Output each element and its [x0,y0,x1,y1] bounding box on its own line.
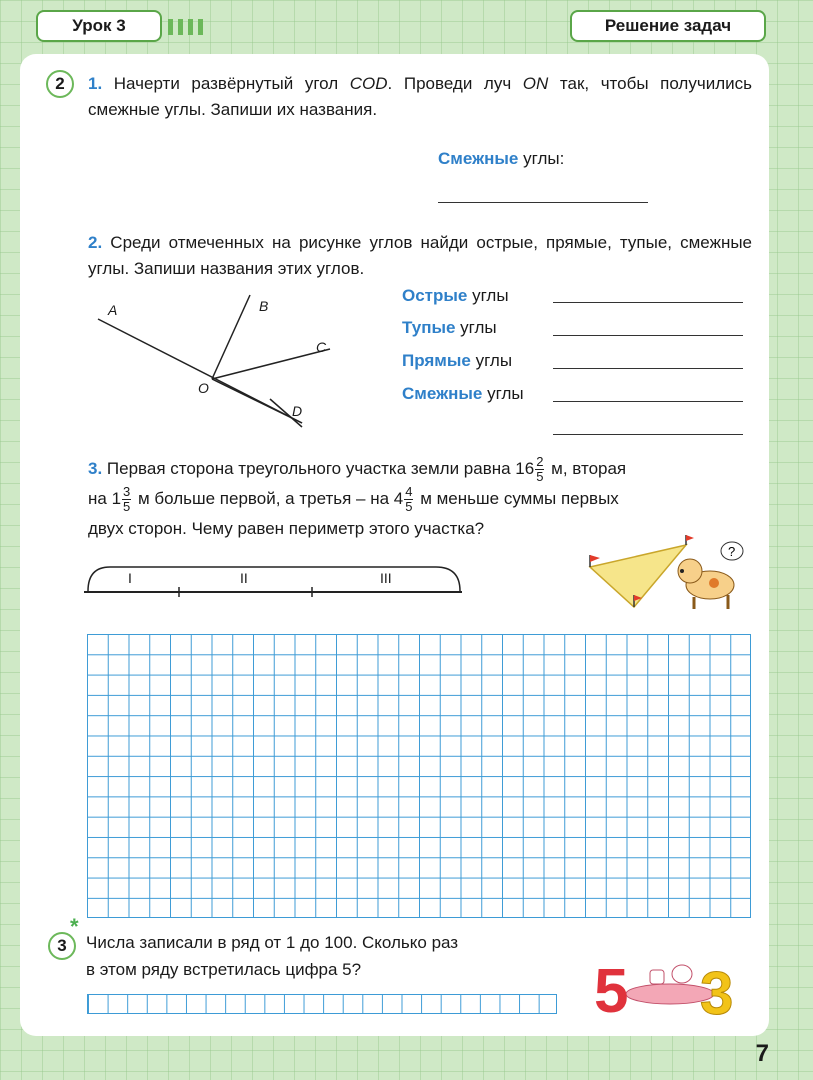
acute-answer-line[interactable] [553,302,743,303]
answer-line-1[interactable] [438,202,648,203]
ray-od [212,379,302,423]
ray-ob [212,295,250,379]
angles-diagram [90,285,350,435]
obtuse-bold: Тупые [402,318,456,337]
task-number: 2 [55,74,65,93]
segment-label-2: II [240,570,248,586]
ex3-l2a: на 1 [88,489,122,509]
topic-tag [570,10,766,42]
teacup-icon [650,970,664,984]
point-o: O [198,380,209,396]
adjacent2-bold: Смежные [402,384,483,403]
right-label [402,348,512,374]
task-3-line-2: в этом ряду встретилась цифра 5? [86,960,362,979]
point-b: B [259,298,269,314]
task-3-line-1: Числа записали в ряд от 1 до 100. Сколько раз [86,933,459,952]
segment-brace [88,567,460,591]
ex3-l3: двух сторон. Чему равен периметр этого участка? [88,519,485,539]
acute-rest: углы [467,286,509,305]
segment-label-1: I [128,570,132,586]
digit-three-icon: 3 [700,960,734,1020]
digits-tea-illustration [592,936,752,1020]
obtuse-label [402,315,497,341]
adjacent-angles-label [438,146,564,172]
topic-label: Решение задач [604,16,732,35]
exercise-2-number: 2. [88,233,103,252]
angle-cod: COD [349,74,388,93]
adjacent2-answer-line[interactable] [553,401,743,402]
point-c: C [316,339,327,355]
adjacent2-answer-line-extra[interactable] [553,434,743,435]
exercise-1-part-b: . Проведи луч [387,74,523,93]
frac2-numerator: 3 [123,484,131,500]
header-stripes [168,19,203,35]
teapot-icon [672,965,692,983]
ray-oc [212,349,330,379]
segment-diagram [84,563,464,597]
fraction-3-5 [122,485,131,514]
acute-bold: Острые [402,286,468,305]
ex3-l2b: м больше первой, а третья – на 4 [133,489,404,509]
exercise-2-body: Среди отмеченных на рисунке углов найди острые, прямые, тупые, смежные углы. Запиши названия этих углов. [88,233,752,278]
task-number-circle [46,70,74,98]
bubble-question: ? [728,544,736,559]
right-rest: углы [470,351,513,370]
exercise-2-text [88,230,752,282]
ex3-l1a: Первая сторона треугольного участка земли равна 16 [102,459,535,478]
frac3-numerator: 4 [405,484,413,500]
right-bold: Прямые [402,351,471,370]
answer-cells-row[interactable] [87,994,557,1014]
exercise-1-number: 1. [88,74,103,93]
adjacent2-rest: углы [482,384,524,403]
frac1-denominator: 5 [536,469,544,485]
exercise-3-text [88,454,752,544]
fraction-4-5 [404,485,413,514]
right-answer-line[interactable] [553,368,743,369]
ex3-l1b: м, вторая [546,459,627,478]
adjacent-rest: углы: [518,149,565,168]
digit-five-icon: 5 [594,957,629,1020]
point-a: A [108,302,118,318]
obtuse-rest: углы [455,318,497,337]
lesson-tag [36,10,162,42]
acute-label [402,283,509,309]
obtuse-answer-line[interactable] [553,335,743,336]
dog-triangle-illustration [582,535,752,615]
exercise-1-text [88,71,752,123]
exercise-1-part-a: Начерти развёрнутый угол [102,74,350,93]
exercise-3-number: 3. [88,459,103,478]
star-mark: * [70,914,79,939]
fraction-2-5 [535,455,544,484]
page-number: 7 [755,1040,769,1067]
adjacent-bold: Смежные [438,149,519,168]
point-d: D [292,403,303,419]
frac2-denominator: 5 [123,499,131,515]
exercise-1-part-c: так, чтобы получились смежные углы. Запиши их названия. [88,74,752,119]
frac3-denominator: 5 [405,499,413,515]
segment-label-3: III [380,570,392,586]
frac1-numerator: 2 [536,454,544,470]
task-number-2: 3 [57,936,67,955]
adjacent2-label [402,381,524,407]
ex3-l2c: м меньше суммы первых [415,489,619,509]
answer-grid[interactable] [87,634,751,918]
ray-on: ON [522,74,549,93]
lesson-label: Урок 3 [72,16,126,35]
